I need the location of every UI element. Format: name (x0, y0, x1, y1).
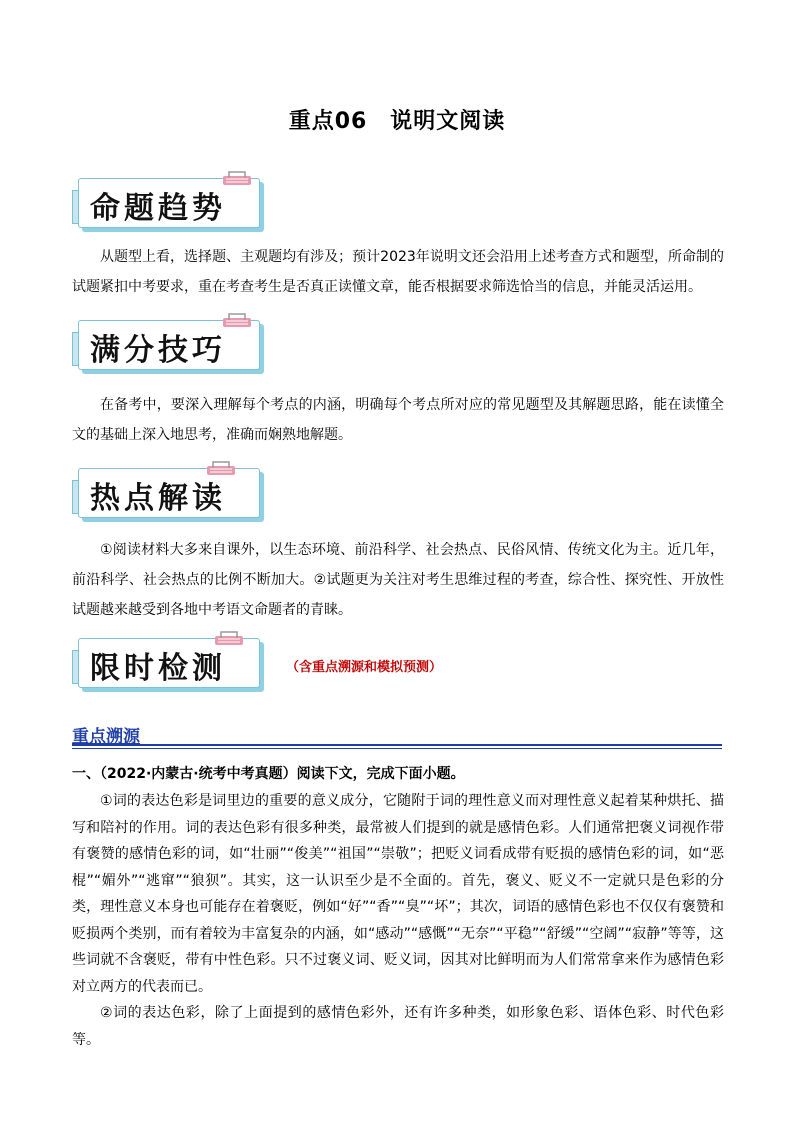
banner-skills (72, 312, 267, 378)
page-title: 重点06 说明文阅读 (288, 109, 506, 134)
banner-label: 满分技巧 (90, 333, 226, 368)
passage-paragraph: ②词的表达色彩，除了上面提到的感情色彩外，还有许多种类，如形象色彩、语体色彩、时代色彩等。 (72, 1005, 724, 1048)
divider (72, 748, 722, 749)
section-heading: 重点溯源 (72, 727, 140, 747)
banner-label: 限时检测 (90, 651, 226, 686)
passage-paragraph: ①词的表达色彩是词里边的重要的意义成分，它随附于词的理性意义而对理性意义起着某种烘托、描写和陪衬的作用。词的表达色彩有很多种类，最常被人们提到的就是感情色彩。人们通常把褒义词视作带有褒赞的感情色彩的词，如“壮丽”“俊美”“祖国”“崇敬”；把贬义词看成带有贬损的感情色彩的词，如“恶棍”“媚外”“逃窜”“狼狈”。其实，这一认识至少是不全面的。首先，褒义、贬义不一定就只是色彩的分类，理性意义本身也可能存在着褒贬，例如“好”“香”“臭”“坏”；其次，词语的感情色彩也不仅仅有褒赞和贬损两个类别，而有着较为丰富复杂的内涵，如“感动”“感慨”“无奈”“平稳”“舒缓”“空阔”“寂静”等等，这些词就不含褒贬，带有中性色彩。只不过褒义词、贬义词，因其对比鲜明而为人们常常拿来作为感情色彩对立两方的代表而已。 (72, 793, 724, 995)
banner-label: 命题趋势 (90, 191, 226, 226)
question-header: 一、（2022·内蒙古·统考中考真题）阅读下文，完成下面小题。 (72, 766, 465, 782)
banner-timed-test (72, 630, 267, 696)
banner-trend (72, 170, 267, 236)
trend-paragraph: 从题型上看，选择题、主观题均有涉及；预计2023年说明文还会沿用上述考查方式和题型，所命制的试题紧扣中考要求，重在考查考生是否真正读懂文章，能否根据要求筛选恰当的信息，并能灵活运用。 (72, 249, 724, 295)
hotspot-paragraph: ①阅读材料大多来自课外，以生态环境、前沿科学、社会热点、民俗风情、传统文化为主。近几年，前沿科学、社会热点的比例不断加大。②试题更为关注对考生思维过程的考查，综合性、探究性、开放性试题越来越受到各地中考语文命题者的青睐。 (72, 542, 724, 618)
divider (72, 744, 722, 746)
skills-paragraph: 在备考中，要深入理解每个考点的内涵，明确每个考点所对应的常见题型及其解题思路，能在读懂全文的基础上深入地思考，准确而娴熟地解题。 (72, 397, 724, 443)
banner-hotspot (72, 460, 267, 526)
reading-passage (72, 788, 724, 1053)
timed-test-note: （含重点溯源和模拟预测） (286, 660, 443, 675)
banner-label: 热点解读 (90, 481, 226, 516)
